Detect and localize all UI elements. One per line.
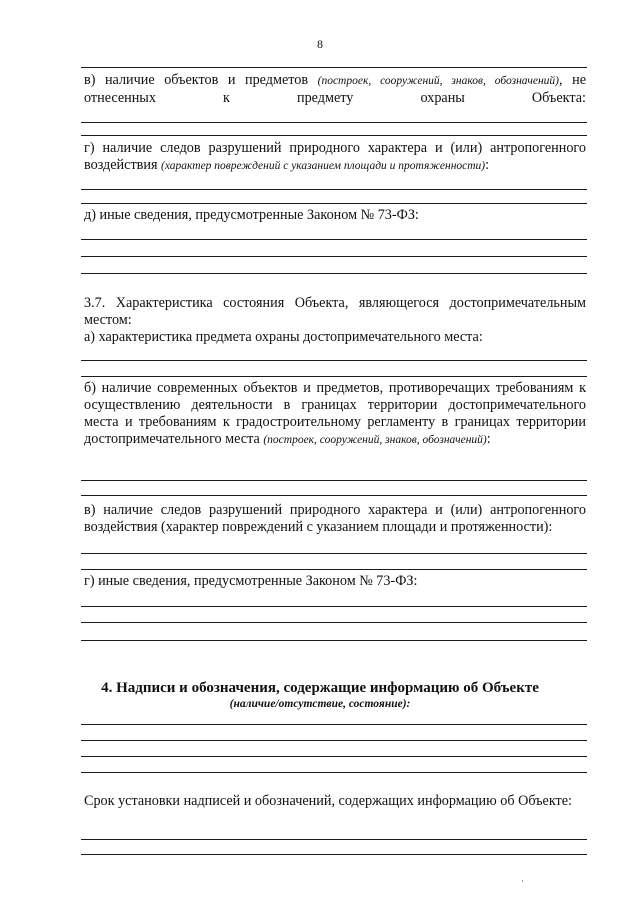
- section-3-7-b-suffix: :: [486, 431, 491, 447]
- fill-line: [81, 122, 587, 123]
- fill-line: [81, 740, 587, 741]
- paragraph-d-other: д) иные сведения, предусмотренные Законом № 73-ФЗ:: [84, 207, 419, 223]
- fill-line: [81, 640, 587, 641]
- paragraph-v-italic: (построек, сооружений, знаков, обозначений): [317, 75, 560, 87]
- fill-line: [81, 376, 587, 377]
- fill-line: [81, 135, 587, 136]
- section-3-7-title: 3.7. Характеристика состояния Объекта, являющегося достопримечательным местом:: [84, 295, 586, 328]
- fill-line: [81, 772, 587, 773]
- fill-line: [81, 756, 587, 757]
- paragraph-v-prefix: в) наличие объектов и предметов: [84, 72, 318, 88]
- section-3-7-g: г) иные сведения, предусмотренные Законом № 73-ФЗ:: [84, 573, 418, 589]
- paragraph-g-suffix: :: [485, 157, 490, 173]
- fill-line: [81, 189, 587, 190]
- fill-line: [81, 606, 587, 607]
- page-number: 8: [317, 37, 323, 51]
- fill-line: [81, 553, 587, 554]
- deadline-paragraph: Срок установки надписей и обозначений, содержащих информацию об Объекте:: [84, 793, 572, 809]
- fill-line: [81, 203, 587, 204]
- fill-line: [81, 256, 587, 257]
- scan-mark: ·: [521, 876, 524, 886]
- paragraph-g-damage: [84, 140, 586, 175]
- section-3-7-b-italic: (построек, сооружений, знаков, обозначений): [263, 434, 487, 446]
- paragraph-g-italic: (характер повреждений с указанием площади и протяженности): [161, 160, 486, 172]
- section-3-7-v: в) наличие следов разрушений природного характера и (или) антропогенного воздействия (характер повреждений с указанием площади и протяженности):: [84, 502, 586, 535]
- section-3-7-a: а) характеристика предмета охраны достопримечательного места:: [84, 329, 483, 345]
- fill-line: [81, 724, 587, 725]
- fill-line: [81, 622, 587, 623]
- section-3-7-b-prefix: б) наличие современных объектов и предметов, противоречащих требованиям к осуществлению деятельности в границах территории достопримечательного места и требованиям к градостроительному регламенту в границах территории достопримечательного места: [84, 380, 586, 447]
- section-4-title: 4. Надписи и обозначения, содержащие информацию об Объекте: [101, 680, 539, 696]
- fill-line: [81, 569, 587, 570]
- fill-line: [81, 854, 587, 855]
- separator-line: [81, 67, 587, 68]
- fill-line: [81, 360, 587, 361]
- paragraph-v-suffix: , не отнесенных к предмету охраны Объекта:: [84, 72, 586, 106]
- section-4-subtitle: (наличие/отсутствие, состояние):: [229, 698, 411, 710]
- paragraph-g-prefix: г) наличие следов разрушений природного характера и (или) антропогенного воздействия: [84, 140, 586, 173]
- section-3-7-b: [84, 380, 586, 449]
- paragraph-v-objects: [84, 72, 586, 107]
- fill-line: [81, 495, 587, 496]
- fill-line: [81, 839, 587, 840]
- fill-line: [81, 480, 587, 481]
- fill-line: [81, 273, 587, 274]
- fill-line: [81, 239, 587, 240]
